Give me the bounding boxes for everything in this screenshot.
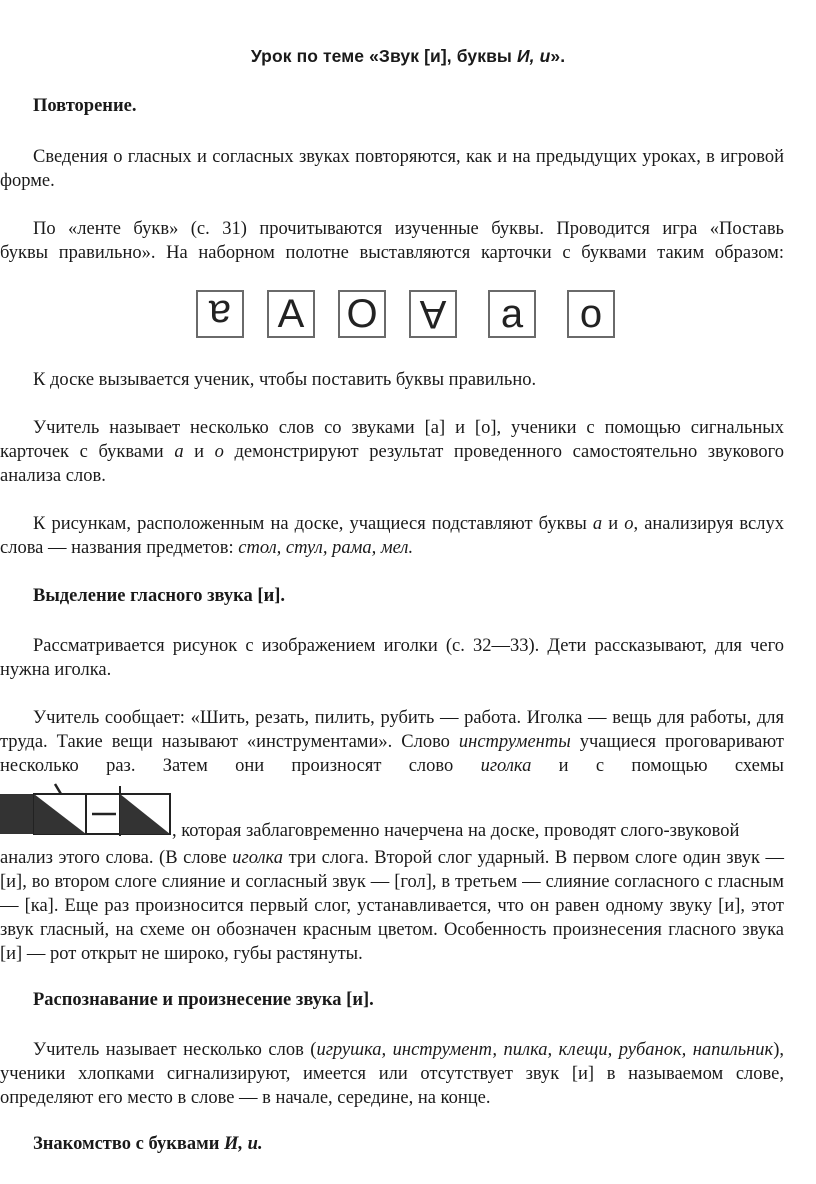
paragraph-pictures: К рисункам, расположенным на доске, учащиеся подставляют буквы а и о, анализируя вслух слова — названия предметов: стол, стул, рама, мел. xyxy=(0,514,784,558)
paragraph-clapping-game: Учитель называет несколько слов (игрушка, инструмент, пилка, клещи, рубанок, напильник), ученики хлопками сигнализируют, имеется или отсутствует звук [и] в называемом слове, определяют его место в слове — в начале, середине, на конце. xyxy=(0,1040,784,1108)
letter-card: А xyxy=(409,290,457,338)
letter-card: А xyxy=(267,290,315,338)
letter-cards-row xyxy=(196,290,626,344)
paragraph-instruments: Учитель сообщает: «Шить, резать, пилить, рубить — работа. Иголка — вещь для работы, для труда. Такие вещи называют «инструментами». Слово инструменты учащиеся проговаривают несколько раз. Затем они произносят слово иголка и с помощью схемы xyxy=(0,708,784,776)
heading-letters-intro: Знакомство с буквами И, и. xyxy=(33,1134,263,1154)
paragraph-signal-cards: Учитель называет несколько слов со звуками [а] и [о], ученики с помощью сигнальных карточек с буквами а и о демонстрируют результат проведенного самостоятельно звукового анализа слов. xyxy=(0,418,785,486)
syllable-scheme-diagram xyxy=(0,782,172,840)
paragraph-scheme-continuation: , которая заблаговременно начерчена на доске, проводят слого-звуковой xyxy=(172,821,740,841)
heading-review: Повторение. xyxy=(33,96,137,116)
lesson-title: Урок по теме «Звук [и], буквы И, и». xyxy=(250,46,566,66)
letter-card: о xyxy=(567,290,615,338)
paragraph-letter-tape-2: буквы правильно». На наборном полотне выставляются карточки с буквами таким образом: xyxy=(0,243,784,263)
letter-card: а xyxy=(196,290,244,338)
paragraph-student-called: К доске вызывается ученик, чтобы поставить буквы правильно. xyxy=(33,370,537,390)
letter-card: а xyxy=(488,290,536,338)
paragraph-letter-tape-1: По «ленте букв» (с. 31) прочитываются изученные буквы. Проводится игра «Поставь xyxy=(33,219,784,239)
heading-recognition: Распознавание и произнесение звука [и]. xyxy=(33,990,374,1010)
heading-vowel-sound: Выделение гласного звука [и]. xyxy=(33,586,286,606)
paragraph-review-intro: Сведения о гласных и согласных звуках повторяются, как и на предыдущих уроках, в игровой форме. xyxy=(0,147,784,191)
scheme-stress-mark xyxy=(55,784,61,794)
scheme-vowel-block xyxy=(0,794,34,834)
paragraph-word-analysis: анализ этого слова. (В слове иголка три слога. Второй слог ударный. В первом слоге один звук — [и], во втором слоге слияние и согласный звук — [гол], в третьем — слияние согласного с гласным — [ка]. Еще раз произносится первый слог, устанавливается, что он равен одному звуку [и], этот звук гласный, на схеме он обозначен красным цветом. Особенность произнесения гласного звука [и] — рот открыт не широко, губы растянуты. xyxy=(0,848,785,964)
paragraph-needle-picture: Рассматривается рисунок с изображением иголки (с. 32—33). Дети рассказывают, для чего нужна иголка. xyxy=(0,636,784,680)
letter-card: О xyxy=(338,290,386,338)
